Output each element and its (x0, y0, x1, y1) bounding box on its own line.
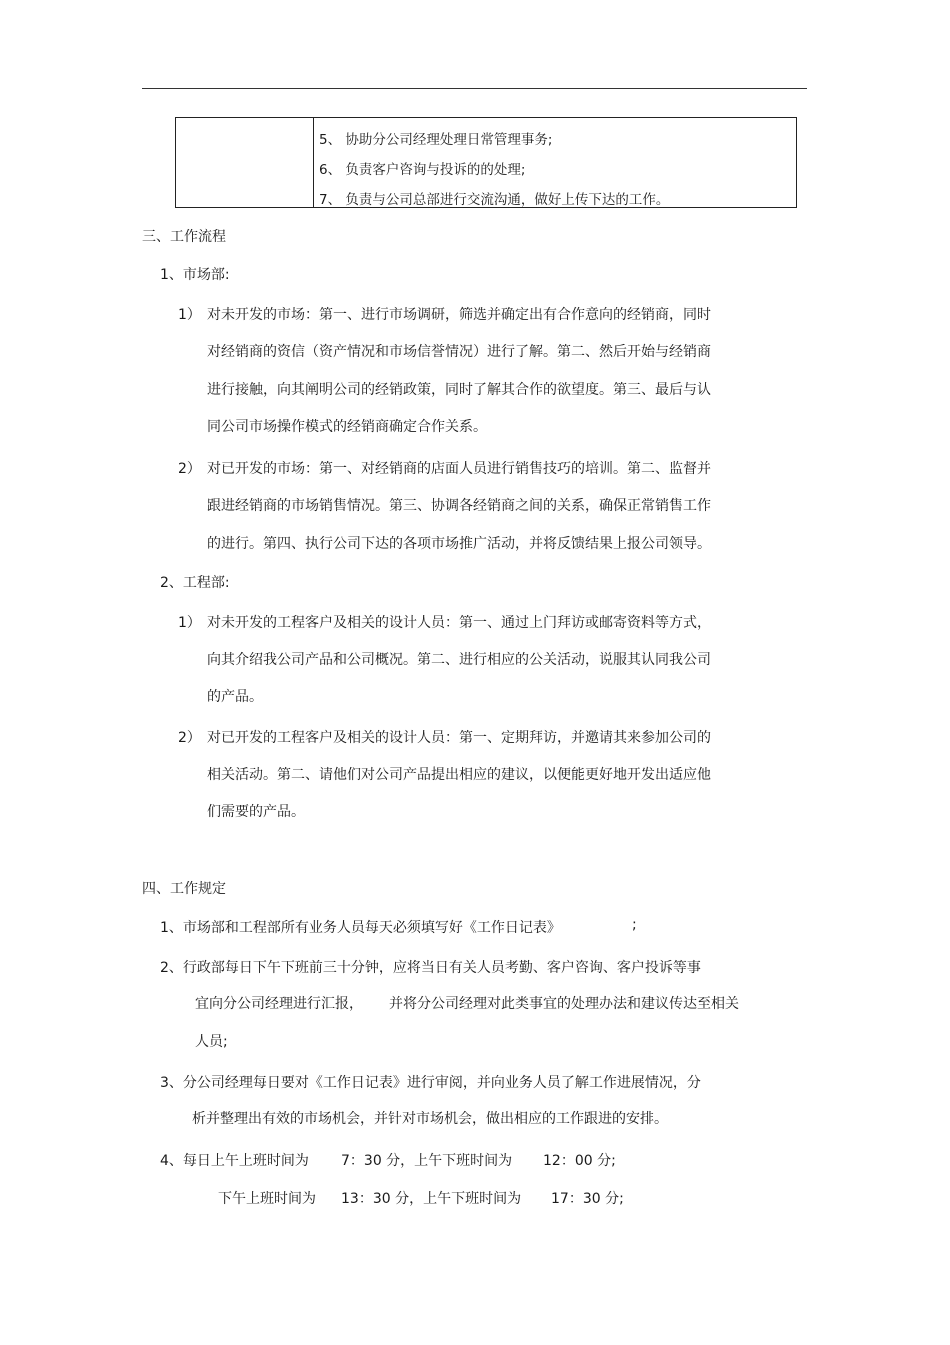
schedule-value: 7：30 分，上午下班时间为 (341, 1153, 513, 1169)
rule-1-end: ; (632, 917, 637, 933)
paragraph-line: 人员; (195, 1034, 228, 1050)
schedule-label: 下午上班时间为 (218, 1191, 316, 1207)
schedule-label: 4、每日上午上班时间为 (160, 1153, 309, 1169)
list-number: 1） (178, 307, 201, 323)
list-number: 1） (178, 615, 201, 631)
paragraph-line: 析并整理出有效的市场机会，并针对市场机会，做出相应的工作跟进的安排。 (192, 1111, 668, 1127)
table-column-divider (313, 118, 314, 207)
table-row: 7、 负责与公司总部进行交流沟通，做好上传下达的工作。 (319, 192, 670, 208)
schedule-value: 17：30 分; (551, 1191, 624, 1207)
header-rule (142, 88, 807, 89)
paragraph-line: 的进行。第四、执行公司下达的各项市场推广活动，并将反馈结果上报公司领导。 (207, 536, 711, 552)
paragraph-line: 相关活动。第二、请他们对公司产品提出相应的建议，以便能更好地开发出适应他 (207, 767, 711, 783)
paragraph-line: 同公司市场操作模式的经销商确定合作关系。 (207, 419, 487, 435)
paragraph-line: 对已开发的市场：第一、对经销商的店面人员进行销售技巧的培训。第二、监督并 (207, 461, 711, 477)
engineering-dept-title: 2、工程部: (160, 575, 230, 591)
list-number: 2） (178, 730, 201, 746)
paragraph-line: 宜向分公司经理进行汇报， (195, 996, 363, 1012)
paragraph-line: 3、分公司经理每日要对《工作日记表》进行审阅，并向业务人员了解工作进展情况，分 (160, 1075, 701, 1091)
list-number: 2） (178, 461, 201, 477)
market-dept-title: 1、市场部: (160, 267, 230, 283)
schedule-value: 13：30 分，上午下班时间为 (341, 1191, 522, 1207)
table-row: 6、 负责客户咨询与投诉的的处理; (319, 162, 526, 178)
paragraph-line: 对未开发的工程客户及相关的设计人员：第一、通过上门拜访或邮寄资料等方式， (207, 615, 711, 631)
rule-1-text: 1、市场部和工程部所有业务人员每天必须填写好《工作日记表》 (160, 920, 561, 936)
paragraph-line: 并将分公司经理对此类事宜的处理办法和建议传达至相关 (389, 996, 739, 1012)
section-3-title: 三、工作流程 (142, 229, 226, 245)
paragraph-line: 向其介绍我公司产品和公司概况。第二、进行相应的公关活动，说服其认同我公司 (207, 652, 711, 668)
section-4-title: 四、工作规定 (142, 881, 226, 897)
duties-table (175, 117, 797, 208)
paragraph-line: 对未开发的市场：第一、进行市场调研，筛选并确定出有合作意向的经销商，同时 (207, 307, 711, 323)
paragraph-line: 们需要的产品。 (207, 804, 305, 820)
paragraph-line: 进行接触，向其阐明公司的经销政策，同时了解其合作的欲望度。第三、最后与认 (207, 382, 711, 398)
paragraph-line: 的产品。 (207, 689, 263, 705)
paragraph-line: 对已开发的工程客户及相关的设计人员：第一、定期拜访，并邀请其来参加公司的 (207, 730, 711, 746)
paragraph-line: 2、行政部每日下午下班前三十分钟，应将当日有关人员考勤、客户咨询、客户投诉等事 (160, 960, 701, 976)
paragraph-line: 跟进经销商的市场销售情况。第三、协调各经销商之间的关系，确保正常销售工作 (207, 498, 711, 514)
schedule-value: 12：00 分; (543, 1153, 616, 1169)
paragraph-line: 对经销商的资信（资产情况和市场信誉情况）进行了解。第二、然后开始与经销商 (207, 344, 711, 360)
table-row: 5、 协助分公司经理处理日常管理事务; (319, 132, 553, 148)
